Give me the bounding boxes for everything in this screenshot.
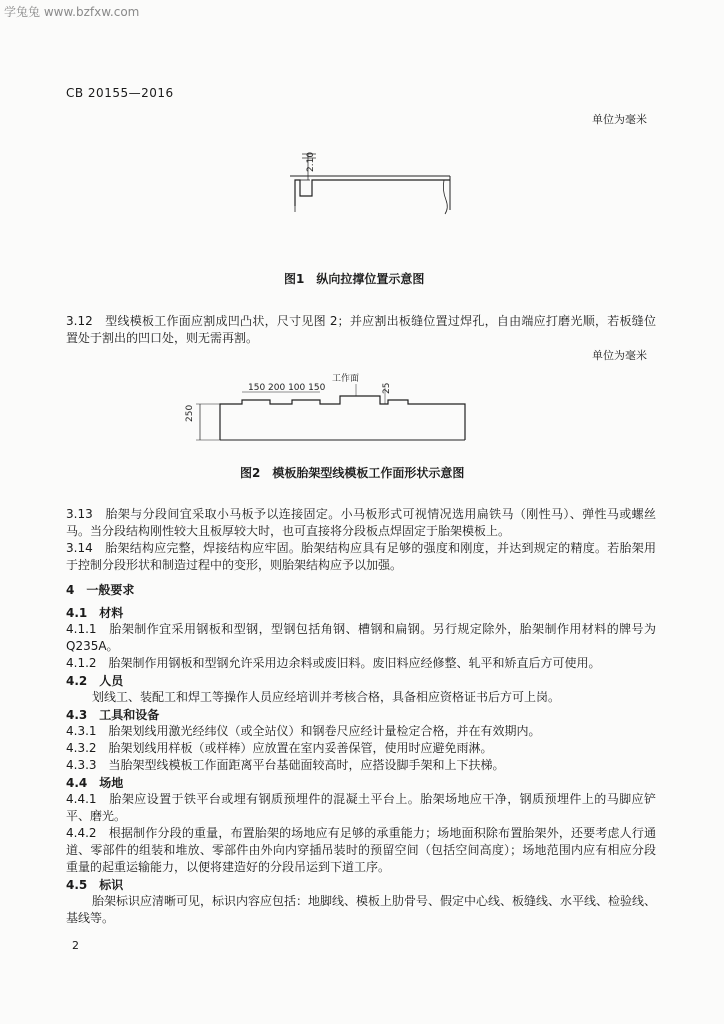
unit-note: 单位为毫米 bbox=[592, 113, 647, 126]
section-4-2-heading: 4.2 人员 bbox=[66, 674, 124, 688]
section-4-3-heading: 4.3 工具和设备 bbox=[66, 708, 160, 722]
figure-1-dimension: 2.10 bbox=[306, 151, 316, 172]
figure-1-drawing bbox=[290, 150, 460, 220]
figure-2-dimensions: 150 200 100 150 bbox=[248, 383, 326, 393]
section-4-heading: 4 一般要求 bbox=[66, 583, 135, 597]
paragraph-4-3-2: 4.3.2 胎架划线用样板（或样棒）应放置在室内妥善保管，使用时应避免雨淋。 bbox=[66, 741, 493, 755]
section-4-5-heading: 4.5 标识 bbox=[66, 878, 124, 892]
paragraph-4-2: 划线工、装配工和焊工等操作人员应经培训并考核合格，具备相应资格证书后方可上岗。 bbox=[92, 690, 561, 704]
figure-2-work-face-label: 工作面 bbox=[332, 374, 360, 384]
paragraph-4-1-1: 4.1.1 胎架制作宜采用钢板和型钢，型钢包括角钢、槽钢和扁钢。另行规定除外，胎架制作用材料的牌号为 Q235A。 bbox=[66, 622, 656, 653]
paragraph-3-12: 3.12 型线模板工作面应割成凹凸状，尺寸见图 2；并应割出板缝位置过焊孔，自由端应打磨光顺，若板缝位置处于割出的凹口处，则无需再割。 bbox=[66, 314, 656, 345]
watermark: 学兔兔 www.bzfxw.com bbox=[4, 5, 140, 19]
paragraph-4-4-1: 4.4.1 胎架应设置于铁平台或埋有钢质预埋件的混凝土平台上。胎架场地应干净，钢质预埋件上的马脚应铲平、磨光。 bbox=[66, 792, 656, 823]
paragraph-4-4-2: 4.4.2 根据制作分段的重量，布置胎架的场地应有足够的承重能力；场地面积除布置胎架外，还要考虑人行通道、零部件的组装和堆放、零部件由外向内穿插吊装时的预留空间（包括空间高度）；场地范围内应有相应分段重量的起重运输能力，以便将建造好的分段吊运到下道工序。 bbox=[66, 826, 656, 874]
paragraph-3-13: 3.13 胎架与分段间宜采取小马板予以连接固定。小马板形式可视情况选用扁铁马（刚性马）、弹性马或螺丝马。当分段结构刚性较大且板厚较大时，也可直接将分段板点焊固定于胎架模板上。 bbox=[66, 507, 656, 538]
section-4-4-heading: 4.4 场地 bbox=[66, 776, 124, 790]
paragraph-4-1-2: 4.1.2 胎架制作用钢板和型钢允许采用边余料或废旧料。废旧料应经修整、轧平和矫直后方可使用。 bbox=[66, 656, 601, 670]
standard-number: CB 20155—2016 bbox=[66, 86, 174, 100]
figure-2-caption: 图2 模板胎架型线模板工作面形状示意图 bbox=[240, 466, 465, 480]
figure-1-caption: 图1 纵向拉撑位置示意图 bbox=[284, 272, 425, 286]
section-4-1-heading: 4.1 材料 bbox=[66, 606, 124, 620]
paragraph-4-5: 胎架标识应清晰可见，标识内容应包括：地脚线、模板上肋骨号、假定中心线、板缝线、水平线、检验线、基线等。 bbox=[66, 894, 657, 925]
page-number: 2 bbox=[72, 939, 79, 952]
figure-2-dimension-25: 25 bbox=[382, 382, 392, 394]
unit-note-2: 单位为毫米 bbox=[592, 349, 647, 362]
figure-2-drawing bbox=[180, 370, 470, 450]
figure-2-dimension-250: 250 bbox=[185, 404, 195, 422]
paragraph-3-14: 3.14 胎架结构应完整，焊接结构应牢固。胎架结构应具有足够的强度和刚度，并达到规定的精度。若胎架用于控制分段形状和制造过程中的变形，则胎架结构应予以加强。 bbox=[66, 541, 656, 572]
paragraph-4-3-3: 4.3.3 当胎架型线模板工作面距离平台基础面较高时，应搭设脚手架和上下扶梯。 bbox=[66, 758, 505, 772]
paragraph-4-3-1: 4.3.1 胎架划线用激光经纬仪（或全站仪）和钢卷尺应经计量检定合格，并在有效期内。 bbox=[66, 724, 541, 738]
